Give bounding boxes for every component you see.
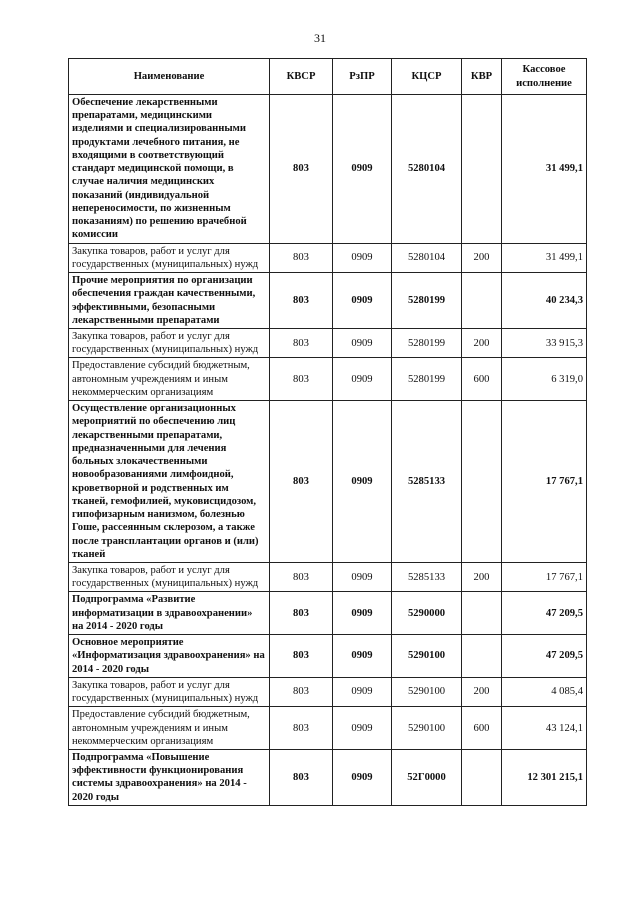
cell-rzpr: 0909 — [333, 592, 392, 635]
cell-kvsr: 803 — [270, 677, 333, 706]
cell-kvr: 200 — [462, 243, 502, 272]
cell-kvsr: 803 — [270, 562, 333, 591]
cell-kvr: 200 — [462, 562, 502, 591]
budget-table — [68, 58, 587, 806]
cell-kvr: 200 — [462, 677, 502, 706]
page-number: 31 — [314, 31, 326, 45]
header-amount: Кассовое исполнение — [502, 59, 587, 95]
cell-name: Основное мероприятие «Информатизация здравоохранения» на 2014 - 2020 годы — [69, 635, 270, 678]
cell-kcsr: 5290100 — [392, 707, 462, 750]
cell-name: Предоставление субсидий бюджетным, автономным учреждениям и иным некоммерческим организациям — [69, 358, 270, 401]
cell-amount: 12 301 215,1 — [502, 750, 587, 806]
cell-name: Прочие мероприятия по организации обеспечения граждан качественными, эффективными, безопасными лекарственными препаратами — [69, 273, 270, 329]
cell-amount: 47 209,5 — [502, 592, 587, 635]
cell-rzpr: 0909 — [333, 328, 392, 357]
cell-kvr — [462, 635, 502, 678]
cell-rzpr: 0909 — [333, 707, 392, 750]
table-row — [69, 95, 587, 244]
cell-name: Обеспечение лекарственными препаратами, медицинскими изделиями и специализированными продуктами лечебного питания, не входящими в соответствующий стандарт медицинской помощи, в случае наличия медицинских показаний (индивидуальной непереносимости, по жизненным показаниям) по решению врачебной комиссии — [69, 95, 270, 244]
cell-kvsr: 803 — [270, 707, 333, 750]
header-kvsr: КВСР — [270, 59, 333, 95]
cell-amount: 17 767,1 — [502, 562, 587, 591]
table-row — [69, 243, 587, 272]
cell-kvsr: 803 — [270, 273, 333, 329]
header-kvr: КВР — [462, 59, 502, 95]
cell-kcsr: 5290100 — [392, 677, 462, 706]
cell-kvr: 200 — [462, 328, 502, 357]
cell-kvr — [462, 750, 502, 806]
cell-name: Подпрограмма «Повышение эффективности функционирования системы здравоохранения» на 2014 - 2020 годы — [69, 750, 270, 806]
cell-kvsr: 803 — [270, 750, 333, 806]
table-header-row — [69, 59, 587, 95]
cell-kcsr: 5280199 — [392, 358, 462, 401]
table-row — [69, 635, 587, 678]
cell-kcsr: 5285133 — [392, 401, 462, 563]
cell-kvsr: 803 — [270, 635, 333, 678]
cell-kvr — [462, 95, 502, 244]
header-kcsr: КЦСР — [392, 59, 462, 95]
cell-amount: 6 319,0 — [502, 358, 587, 401]
cell-kvr: 600 — [462, 707, 502, 750]
cell-amount: 31 499,1 — [502, 95, 587, 244]
cell-name: Предоставление субсидий бюджетным, автономным учреждениям и иным некоммерческим организациям — [69, 707, 270, 750]
cell-amount: 17 767,1 — [502, 401, 587, 563]
cell-kvr — [462, 401, 502, 563]
cell-rzpr: 0909 — [333, 677, 392, 706]
cell-amount: 40 234,3 — [502, 273, 587, 329]
table-row — [69, 562, 587, 591]
cell-kcsr: 5285133 — [392, 562, 462, 591]
cell-kvr — [462, 273, 502, 329]
cell-kvsr: 803 — [270, 243, 333, 272]
cell-kvsr: 803 — [270, 95, 333, 244]
cell-kcsr: 5290100 — [392, 635, 462, 678]
cell-name: Осуществление организационных мероприятий по обеспечению лиц лекарственными препаратами, предназначенными для лечения больных злокачественными новообразованиями лимфоидной, кроветворной и родственных им тканей, гемофилией, муковисцидозом, гипофизарным нанизмом, болезнью Гоше, рассеянным склерозом, а также после трансплантации органов и (или) тканей — [69, 401, 270, 563]
cell-name: Закупка товаров, работ и услуг для государственных (муниципальных) нужд — [69, 243, 270, 272]
cell-kvsr: 803 — [270, 358, 333, 401]
header-name: Наименование — [69, 59, 270, 95]
cell-kvsr: 803 — [270, 401, 333, 563]
cell-kcsr: 5290000 — [392, 592, 462, 635]
cell-kvsr: 803 — [270, 328, 333, 357]
cell-amount: 33 915,3 — [502, 328, 587, 357]
cell-rzpr: 0909 — [333, 401, 392, 563]
table-body — [69, 95, 587, 806]
table-row — [69, 401, 587, 563]
cell-name: Закупка товаров, работ и услуг для государственных (муниципальных) нужд — [69, 677, 270, 706]
cell-kcsr: 5280199 — [392, 328, 462, 357]
cell-kcsr: 52Г0000 — [392, 750, 462, 806]
cell-name: Закупка товаров, работ и услуг для государственных (муниципальных) нужд — [69, 328, 270, 357]
table-row — [69, 592, 587, 635]
table-row — [69, 273, 587, 329]
cell-rzpr: 0909 — [333, 635, 392, 678]
cell-amount: 4 085,4 — [502, 677, 587, 706]
cell-kvr — [462, 592, 502, 635]
cell-kcsr: 5280199 — [392, 273, 462, 329]
cell-amount: 31 499,1 — [502, 243, 587, 272]
table-row — [69, 328, 587, 357]
cell-rzpr: 0909 — [333, 273, 392, 329]
cell-amount: 47 209,5 — [502, 635, 587, 678]
cell-rzpr: 0909 — [333, 243, 392, 272]
table-row — [69, 750, 587, 806]
cell-rzpr: 0909 — [333, 95, 392, 244]
cell-name: Закупка товаров, работ и услуг для государственных (муниципальных) нужд — [69, 562, 270, 591]
cell-amount: 43 124,1 — [502, 707, 587, 750]
header-rzpr: РзПР — [333, 59, 392, 95]
cell-kvr: 600 — [462, 358, 502, 401]
cell-rzpr: 0909 — [333, 358, 392, 401]
cell-kvsr: 803 — [270, 592, 333, 635]
table-row — [69, 677, 587, 706]
cell-kcsr: 5280104 — [392, 95, 462, 244]
cell-kcsr: 5280104 — [392, 243, 462, 272]
table-row — [69, 707, 587, 750]
cell-name: Подпрограмма «Развитие информатизации в здравоохранении» на 2014 - 2020 годы — [69, 592, 270, 635]
cell-rzpr: 0909 — [333, 750, 392, 806]
cell-rzpr: 0909 — [333, 562, 392, 591]
table-row — [69, 358, 587, 401]
